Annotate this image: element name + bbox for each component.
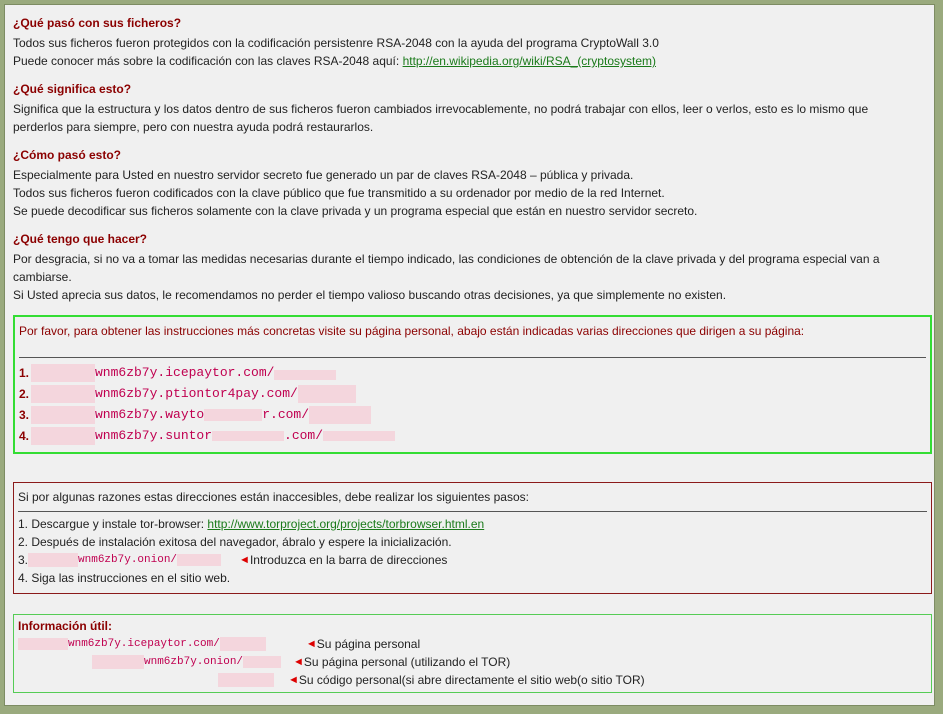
redacted-block (220, 637, 266, 651)
section-text: Todos sus ficheros fueron protegidos con la codificación persistenre RSA-2048 con la ayuda del programa CryptoWall 3.0 (13, 36, 659, 50)
redacted-block (31, 406, 95, 424)
section-heading: ¿Cómo pasó esto? (13, 148, 122, 162)
info-title: Información útil: (18, 619, 112, 633)
section-how-happened (13, 147, 928, 220)
section-text: Si Usted aprecia sus datos, le recomendamos no perder el tiempo valioso buscando otras decisiones, ya que simplemente no existen. (13, 288, 727, 302)
divider (18, 511, 927, 512)
redacted-block (31, 364, 95, 382)
section-text: Significa que la estructura y los datos dentro de sus ficheros fueron cambiados irrevocablemente, no podrá trabajar con ellos, leer o verlos, esto es lo mismo que (13, 102, 869, 116)
address-number: 2. (19, 386, 30, 401)
step-text: 1. Descargue y instale tor-browser: (18, 517, 208, 531)
wikipedia-rsa-link[interactable]: http://en.wikipedia.org/wiki/RSA_(cryptosystem) (402, 54, 656, 68)
info-note: Su página personal (utilizando el TOR) (303, 655, 511, 669)
redacted-block (298, 385, 356, 403)
ransom-note-content (13, 15, 928, 693)
address-link-suffix[interactable]: r.com/ (262, 407, 310, 422)
redacted-block (177, 554, 221, 566)
section-heading: ¿Qué tengo que hacer? (13, 232, 148, 246)
tor-instructions-box (13, 482, 932, 594)
section-text (13, 52, 928, 70)
address-link[interactable]: wnm6zb7y.icepaytor.com/ (95, 365, 275, 380)
info-note: Su página personal (316, 637, 421, 651)
info-note: Su código personal(si abre directamente el sitio web(o sitio TOR) (298, 673, 645, 687)
tor-step-3 (18, 551, 927, 569)
divider (19, 357, 926, 358)
section-text-fragment: Puede conocer más sobre la codificación con las claves RSA-2048 aquí: (13, 54, 403, 68)
redacted-block (18, 638, 68, 650)
address-link[interactable]: wnm6zb7y.wayto (95, 407, 205, 422)
section-text: Por desgracia, si no va a tomar las medidas necesarias durante el tiempo indicado, las condiciones de obtención de la clave privada y del programa especial van a (13, 252, 880, 266)
section-text: Todos sus ficheros fueron codificados con la clave público que fue transmitido a su ordenador por medio de la red Internet. (13, 186, 665, 200)
info-line-tor-page (92, 654, 510, 670)
redacted-block (323, 431, 395, 441)
section-text: perderlos para siempre, pero con nuestra ayuda podrá restaurarlos. (13, 120, 374, 134)
torbrowser-download-link[interactable]: http://www.torproject.org/projects/torbrowser.html.en (207, 517, 485, 531)
redacted-block (28, 553, 78, 567)
redacted-block (274, 370, 336, 380)
address-item[interactable] (19, 404, 926, 425)
section-heading: ¿Qué pasó con sus ficheros? (13, 16, 182, 30)
redacted-block (212, 431, 284, 441)
tor-step-2: 2. Después de instalación exitosa del navegador, ábralo y espere la inicialización. (18, 535, 452, 549)
personal-page-address[interactable]: wnm6zb7y.icepaytor.com/ (68, 638, 220, 650)
section-text: Se puede decodificar sus ficheros solamente con la clave privada y un programa especial que están en nuestro servidor secreto. (13, 204, 698, 218)
address-item[interactable] (19, 362, 926, 383)
section-what-happened (13, 15, 928, 70)
redacted-block (309, 406, 371, 424)
arrow-left-icon: ◄ (288, 674, 299, 686)
address-number: 4. (19, 428, 30, 443)
redacted-block (204, 409, 262, 421)
step-number: 3. (18, 553, 29, 567)
ransom-note-window (4, 4, 935, 706)
arrow-left-icon: ◄ (293, 656, 304, 668)
address-item[interactable] (19, 425, 926, 446)
addresses-intro: Por favor, para obtener las instrucciones más concretas visite su página personal, abajo están indicadas varias direcciones que dirigen a su página: (19, 324, 805, 338)
personal-page-addresses-box (13, 315, 932, 454)
section-what-means (13, 81, 928, 136)
address-link[interactable]: wnm6zb7y.ptiontor4pay.com/ (95, 386, 298, 401)
info-line-personal-page (18, 636, 420, 652)
section-what-to-do (13, 231, 928, 304)
address-number: 3. (19, 407, 30, 422)
onion-address[interactable]: wnm6zb7y.onion/ (144, 656, 244, 668)
section-heading: ¿Qué significa esto? (13, 82, 132, 96)
tor-intro: Si por algunas razones estas direcciones están inaccesibles, debe realizar los siguientes pasos: (18, 490, 529, 504)
address-link-suffix[interactable]: .com/ (284, 428, 324, 443)
redacted-block (31, 427, 95, 445)
info-line-personal-code (218, 672, 645, 688)
redacted-block (92, 655, 144, 669)
section-text: cambiarse. (13, 270, 72, 284)
arrow-left-icon: ◄ (305, 638, 317, 650)
tor-step-4: 4. Siga las instrucciones en el sitio web. (18, 571, 231, 585)
address-number: 1. (19, 365, 30, 380)
section-text: Especialmente para Usted en nuestro servidor secreto fue generado un par de claves RSA-2048 – pública y privada. (13, 168, 634, 182)
arrow-left-icon: ◄ (239, 554, 250, 566)
redacted-block (243, 656, 281, 668)
address-link[interactable]: wnm6zb7y.suntor (95, 428, 213, 443)
address-item[interactable] (19, 383, 926, 404)
redacted-block (218, 673, 274, 687)
tor-step-1 (18, 515, 927, 533)
redacted-block (31, 385, 95, 403)
onion-address[interactable]: wnm6zb7y.onion/ (78, 554, 178, 566)
useful-info-box (13, 614, 932, 693)
step-note: Introduzca en la barra de direcciones (249, 553, 448, 567)
